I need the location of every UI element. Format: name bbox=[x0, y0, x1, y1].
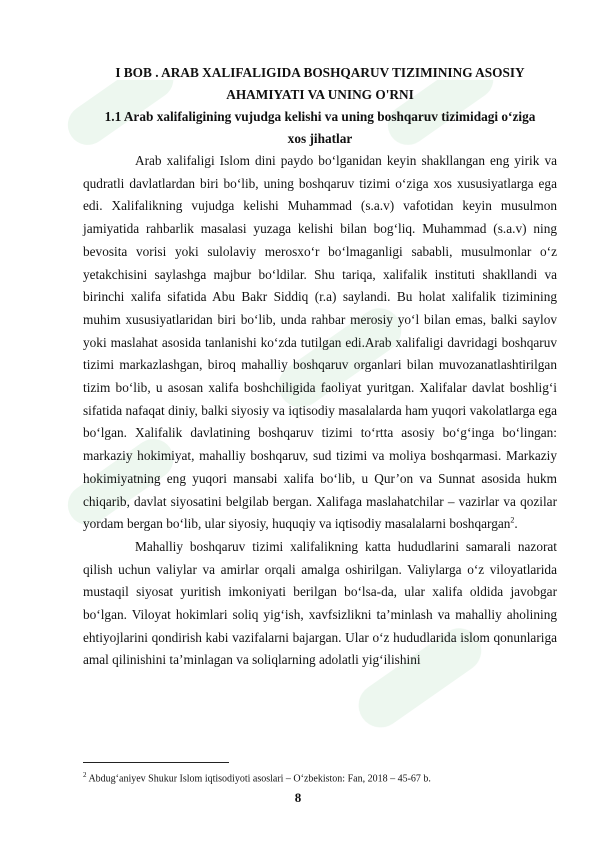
paragraph-1-text: Arab xalifaligi Islom dini paydo bo‘lganidan keyin shakllangan eng yirik va qudratli davlatlardan biri bo‘lib, uning boshqaruv tizimi o‘ziga xos xususiyatlarga ega edi. Xalifalikning vujudga kelishi Muhammad (s.a.v) vafotidan keyin musulmon jamiyatida rahbarlik masalasi yuzaga kelishi bilan bog‘liq. Muhammad (s.a.v) ning bevosita vorisi yoki sulolaviy merosxo‘r bo‘lmaganligi sababli, musulmonlar o‘z yetakchisini saylashga majbur bo‘ldilar. Shu tariqa, xalifalik instituti shakllandi va birinchi xalifa sifatida Abu Bakr Siddiq (r.a) saylandi. Bu holat xalifalik tizimining muhim xususiyatlaridan biri bo‘lib, unda rahbar merosiy yo‘l bilan emas, balki saylov yoki maslahat asosida tanlanishi ko‘zda tutilgan edi.Arab xalifaligi davridagi boshqaruv tizimi markazlashgan, biroq mahalliy boshqaruv organlari bilan muvozanatlashtirilgan tizim bo‘lib, u asosan xalifa boshchiligida faoliyat yuritgan. Xalifalar davlat boshlig‘i sifatida nafaqat diniy, balki siyosiy va iqtisodiy masalalarda ham yuqori vakolatlarga ega bo‘lgan. Xalifalik davlatining boshqaruv tizimi to‘rtta asosiy bo‘g‘inga bo‘lingan: markaziy hokimiyat, mahalliy boshqaruv, sud tizimi va moliya boshqarmasi. Markaziy hokimiyatning eng yuqori mansabi xalifa bo‘lib, u Qur’on va Sunnat asosida hukm chiqarib, davlat siyosatini belgilab bergan. Xalifaga maslahatchilar – vazirlar va qozilar yordam bergan bo‘lib, ular siyosiy, huquqiy va iqtisodiy masalalarni boshqargan bbox=[83, 153, 557, 532]
footnote-divider bbox=[83, 762, 229, 763]
footnote-number: 2 bbox=[83, 771, 87, 779]
chapter-title-line-1: I BOB . ARAB XALIFALIGIDA BOSHQARUV TIZIMINING ASOSIY bbox=[115, 65, 525, 80]
section-title-line-1: 1.1 Arab xalifaligining vujudga kelishi va uning boshqaruv tizimidagi o‘ziga bbox=[104, 109, 536, 124]
footnote-reference[interactable]: 2 bbox=[510, 515, 515, 525]
section-title-line-2: xos jihatlar bbox=[287, 131, 353, 146]
footnote-text: Abdug‘aniyev Shukur Islom iqtisodiyoti asoslari – O‘zbekiston: Fan, 2018 – 45-67 b. bbox=[86, 773, 431, 785]
paragraph-1 bbox=[83, 150, 557, 536]
paragraph-1-end: . bbox=[514, 516, 518, 532]
paragraph-2: Mahalliy boshqaruv tizimi xalifalikning katta hududlarini samarali nazorat qilish uchun valiylar va amirlar orqali amalga oshirilgan. Valiylarga o‘z viloyatlarida mustaqil siyosat yuritish imkoniyati berilgan bo‘lsa-da, ular xalifa oldida javobgar bo‘lgan. Viloyat hokimlari soliq yig‘ish, xavfsizlikni ta’minlash va mahalliy aholining ehtiyojlarini qondirish kabi vazifalarni bajargan. Ular o‘z hududlarida islom qonunlariga amal qilinishini ta’minlagan va soliqlarning adolatli yig‘ilishini bbox=[83, 538, 557, 668]
chapter-title-line-2: AHAMIYATI VA UNING O'RNI bbox=[226, 87, 414, 102]
main-content bbox=[83, 62, 557, 672]
page-number: 8 bbox=[294, 790, 302, 805]
footnote bbox=[83, 769, 557, 785]
